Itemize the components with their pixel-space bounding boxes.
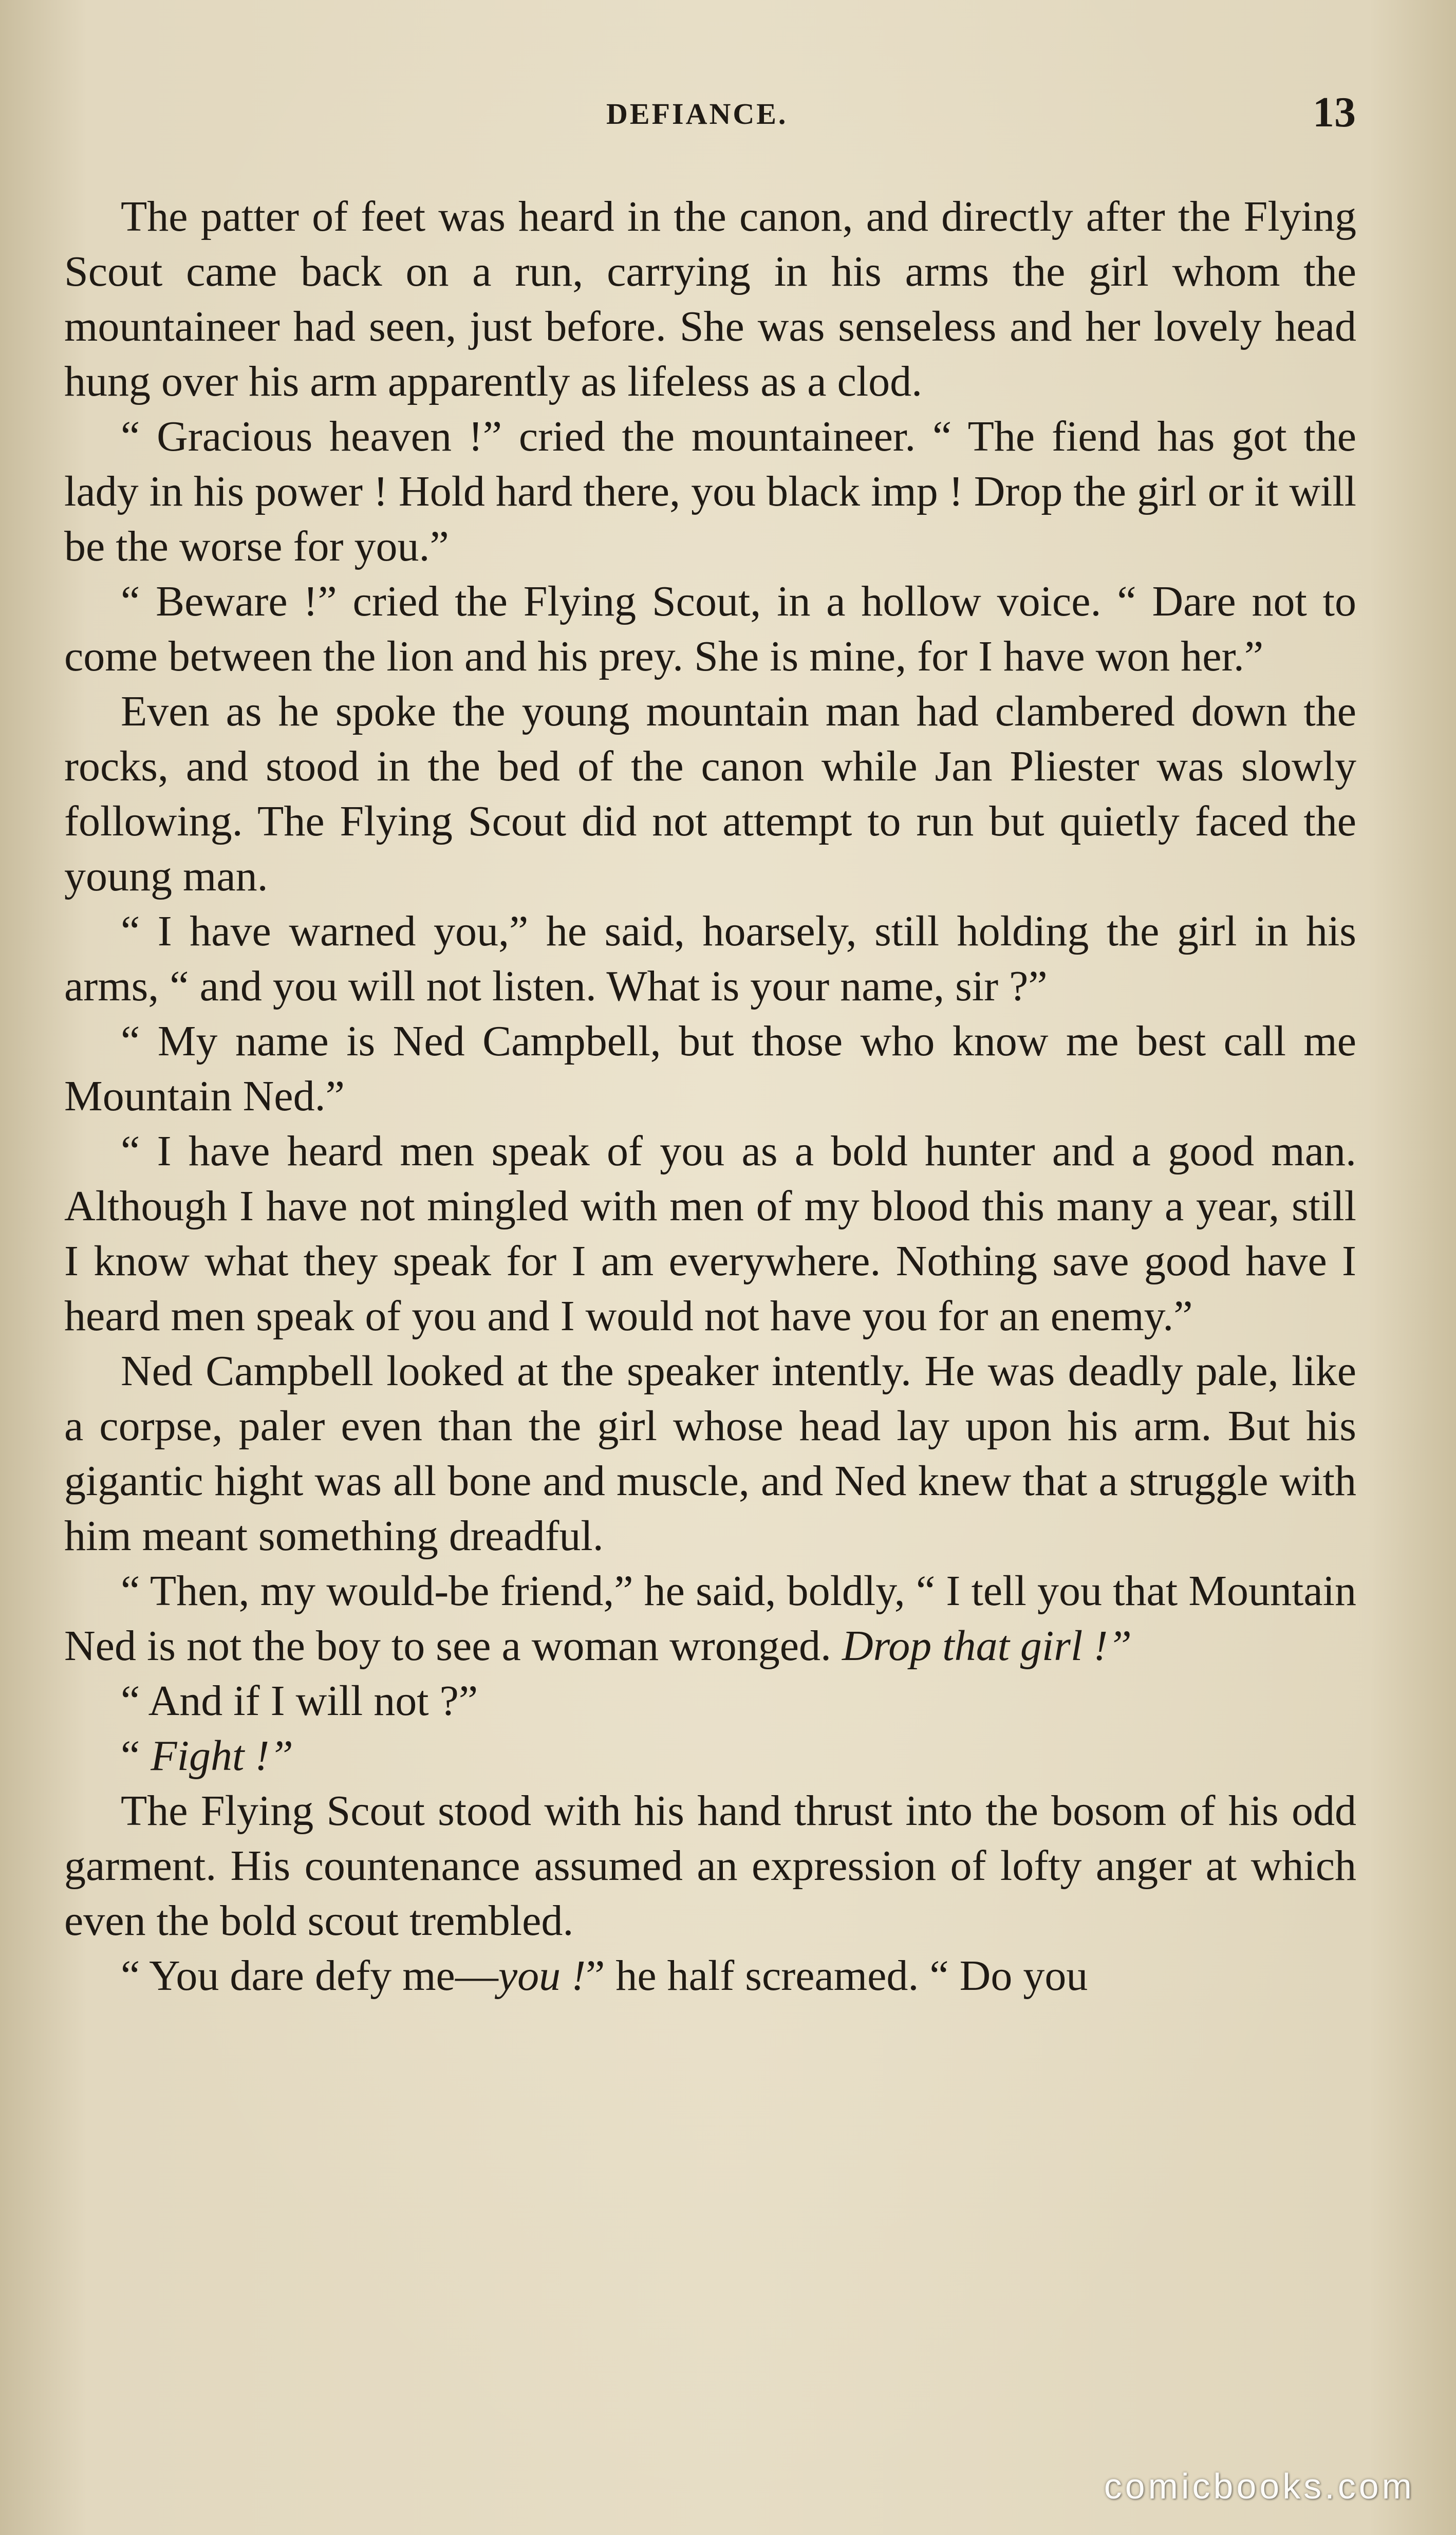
paragraph: “ And if I will not ?” — [121, 1677, 478, 1725]
page-number: 13 — [1313, 88, 1356, 136]
paragraph: Ned Campbell looked at the speaker intently. He was deadly pale, like a corpse, paler even than the girl whose head lay upon his arm. But his gigantic hight was all bone and muscle, and Ned knew that a struggle with him meant something dreadful. — [64, 1347, 1356, 1560]
italic-text: Drop that girl !” — [842, 1622, 1132, 1670]
italic-text: Fight !” — [151, 1732, 293, 1780]
paragraph: Even as he spoke the young mountain man had clambered down the rocks, and stood in the bed of the canon while Jan Pliester was slowly following. The Flying Scout did not attempt to run but quietly faced the young man. — [64, 687, 1356, 900]
watermark: comicbooks.com — [1104, 2466, 1415, 2506]
paragraph: “ My name is Ned Campbell, but those who know me best call me Mountain Ned.” — [64, 1017, 1356, 1120]
running-head — [0, 87, 1456, 139]
paragraph: “ Gracious heaven !” cried the mountaineer. “ The fiend has got the lady in his power ! Hold hard there, you black imp ! Drop the girl or it will be the worse for you.” — [64, 413, 1356, 570]
paragraph: The patter of feet was heard in the canon, and directly after the Flying Scout came back on a run, carrying in his arms the girl whom the mountaineer had seen, just before. She was senseless and her lovely head hung over his arm apparently as lifeless as a clod. — [64, 193, 1356, 405]
paragraph: “ You dare defy me—you !” he half screamed. “ Do you — [121, 1952, 1088, 2000]
paragraph: “ Fight !” — [121, 1732, 293, 1780]
running-title: DEFIANCE. — [606, 97, 788, 131]
paragraph: “ I have heard men speak of you as a bold hunter and a good man. Although I have not mingled with men of my blood this many a year, still I know what they speak for I am everywhere. Nothing save good have I heard men speak of you and I would not have you for an enemy.” — [64, 1127, 1356, 1340]
paragraph: “ I have warned you,” he said, hoarsely, still holding the girl in his arms, “ and you will not listen. What is your name, sir ?” — [64, 907, 1356, 1010]
italic-text: you ! — [498, 1952, 586, 2000]
paragraph: “ Then, my would-be friend,” he said, boldly, “ I tell you that Mountain Ned is not the boy to see a woman wronged. Drop that girl !” — [64, 1567, 1356, 1670]
paragraph: The Flying Scout stood with his hand thrust into the bosom of his odd garment. His countenance assumed an expression of lofty anger at which even the bold scout trembled. — [64, 1787, 1356, 1945]
paragraph: “ Beware !” cried the Flying Scout, in a hollow voice. “ Dare not to come between the lion and his prey. She is mine, for I have won her.” — [64, 577, 1356, 680]
text-block — [64, 189, 1356, 2003]
